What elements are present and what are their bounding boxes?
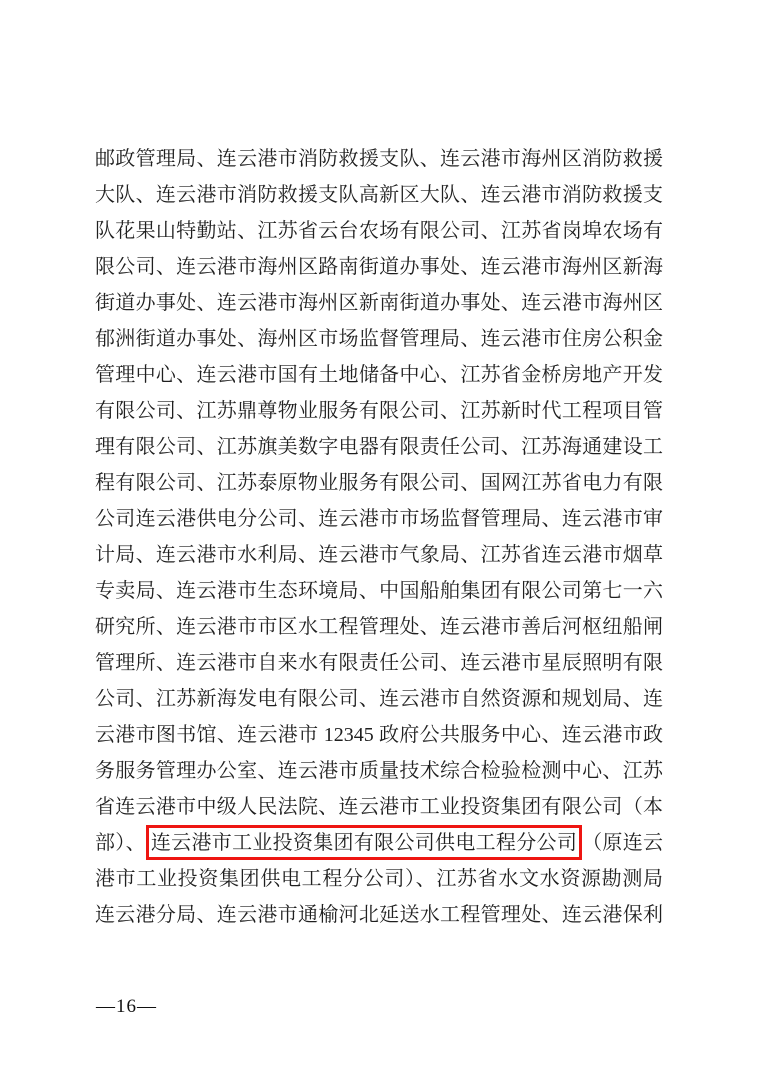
document-text-block (95, 141, 663, 933)
text-line (95, 249, 663, 285)
text-segment: 务服务管理办公室、连云港市质量技术综合检验检测中心、江苏 (95, 760, 663, 782)
text-line (95, 717, 663, 753)
text-segment: 队花果山特勤站、江苏省云台农场有限公司、江苏省岗埠农场有 (95, 220, 663, 242)
text-segment: 管理所、连云港市自来水有限责任公司、连云港市星辰照明有限 (95, 652, 663, 674)
text-line (95, 573, 663, 609)
text-line (95, 501, 663, 537)
text-line (95, 213, 663, 249)
text-line (95, 141, 663, 177)
text-line (95, 897, 663, 933)
text-segment: （原连云 (582, 832, 664, 854)
text-segment: 港市工业投资集团供电工程分公司）、江苏省水文水资源勘测局 (95, 868, 663, 890)
text-line (95, 321, 663, 357)
text-line (95, 393, 663, 429)
text-line (95, 825, 663, 861)
text-segment: 郁洲街道办事处、海州区市场监督管理局、连云港市住房公积金 (95, 328, 663, 350)
text-line (95, 789, 663, 825)
text-line (95, 609, 663, 645)
text-segment: 云港市图书馆、连云港市 12345 政府公共服务中心、连云港市政 (95, 724, 663, 746)
text-line (95, 861, 663, 897)
text-segment: 公司连云港供电分公司、连云港市市场监督管理局、连云港市审 (95, 508, 663, 530)
highlight-box (146, 825, 582, 860)
text-segment: 限公司、连云港市海州区路南街道办事处、连云港市海州区新海 (95, 256, 663, 278)
text-line (95, 753, 663, 789)
highlighted-text: 连云港市工业投资集团有限公司供电工程分公司 (150, 832, 578, 854)
text-line (95, 465, 663, 501)
text-line (95, 681, 663, 717)
text-segment: 有限公司、江苏鼎尊物业服务有限公司、江苏新时代工程项目管 (95, 400, 663, 422)
text-segment: 邮政管理局、连云港市消防救援支队、连云港市海州区消防救援 (95, 148, 663, 170)
page-number: —16— (96, 996, 157, 1017)
text-segment: 理有限公司、江苏旗美数字电器有限责任公司、江苏海通建设工 (95, 436, 663, 458)
text-segment: 大队、连云港市消防救援支队高新区大队、连云港市消防救援支 (95, 184, 663, 206)
text-segment: 程有限公司、江苏泰原物业服务有限公司、国网江苏省电力有限 (95, 472, 663, 494)
text-line (95, 285, 663, 321)
text-segment: 街道办事处、连云港市海州区新南街道办事处、连云港市海州区 (95, 292, 663, 314)
text-line (95, 357, 663, 393)
text-line (95, 177, 663, 213)
text-line (95, 537, 663, 573)
text-segment: 管理中心、连云港市国有土地储备中心、江苏省金桥房地产开发 (95, 364, 663, 386)
text-segment: 公司、江苏新海发电有限公司、连云港市自然资源和规划局、连 (95, 688, 663, 710)
text-segment: 省连云港市中级人民法院、连云港市工业投资集团有限公司（本 (95, 796, 663, 818)
text-segment: 计局、连云港市水利局、连云港市气象局、江苏省连云港市烟草 (95, 544, 663, 566)
text-segment: 专卖局、连云港市生态环境局、中国船舶集团有限公司第七一六 (95, 580, 663, 602)
text-segment: 研究所、连云港市市区水工程管理处、连云港市善后河枢纽船闸 (95, 616, 663, 638)
text-line (95, 645, 663, 681)
text-segment: 部）、 (95, 832, 146, 854)
text-line (95, 429, 663, 465)
text-segment: 连云港分局、连云港市通榆河北延送水工程管理处、连云港保利 (95, 904, 663, 926)
